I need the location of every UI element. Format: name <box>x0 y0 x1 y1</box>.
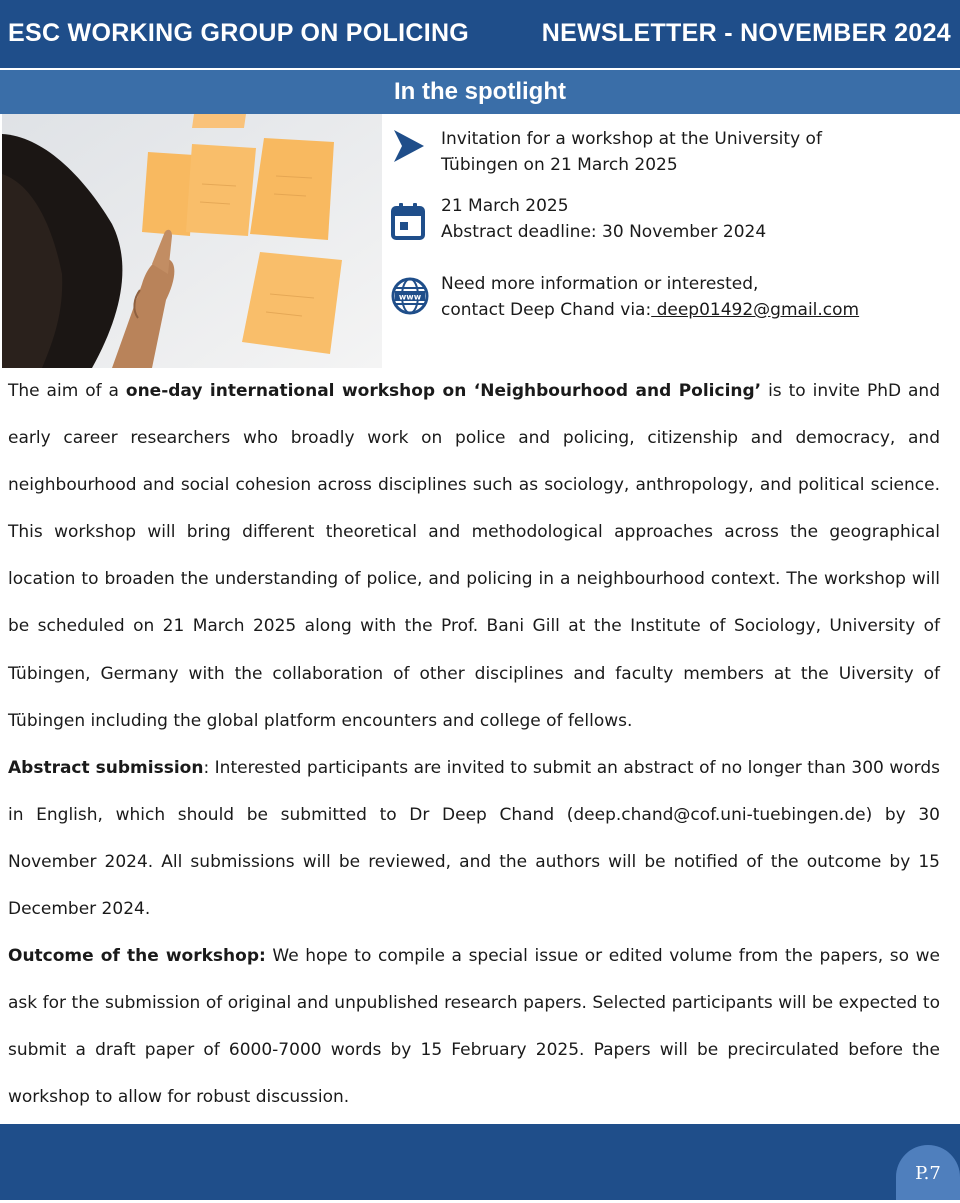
working-group-title: ESC WORKING GROUP ON POLICING <box>8 19 470 47</box>
contact-line-1: Need more information or interested, <box>441 274 759 294</box>
intro-paragraph: The aim of a one-day international workshop on ‘Neighbourhood and Policing’ is to invite PhD and early career researchers who broadly work on police and policing, citizenship and democracy, and neighbourhood and social cohesion across disciplines such as sociology, anthropology, and political science. This workshop will bring different theoretical and methodological approaches across the geographical location to broaden the understanding of police, and policing in a neighbourhood context. The workshop will be scheduled on 21 March 2025 along with the Prof. Bani Gill at the Institute of Sociology, University of Tübingen, Germany with the collaboration of other disciplines and faculty members at the Uiversity of Tübingen including the global platform encounters and college of fellows. <box>8 381 940 731</box>
svg-text:www: www <box>398 292 422 302</box>
play-arrow-icon <box>390 128 426 164</box>
invitation-line-2: Tübingen on 21 March 2025 <box>441 155 678 175</box>
contact-email-link[interactable]: deep01492@gmail.com <box>651 300 860 320</box>
outcome-label: Outcome of the workshop: <box>8 946 266 967</box>
calendar-icon <box>390 202 426 240</box>
sticky-notes-photo <box>2 114 382 368</box>
www-globe-icon <box>390 276 430 316</box>
abstract-submission-label: Abstract submission <box>8 757 204 778</box>
workshop-title-bold: one-day international workshop on ‘Neighbourhood and Policing’ <box>125 381 762 401</box>
contact-prefix: contact Deep Chand via: <box>441 300 652 320</box>
article-body <box>8 368 940 1122</box>
abstract-deadline: Abstract deadline: 30 November 2024 <box>441 222 767 242</box>
section-title: In the spotlight <box>0 70 960 114</box>
invitation-line-1: Invitation for a workshop at the University of <box>441 129 822 149</box>
abstract-paragraph: Abstract submission: Interested participants are invited to submit an abstract of no longer than 300 words in English, which should be submitted to Dr Deep Chand (deep.chand@cof.uni-tuebingen.de) by 30 November 2024. All submissions will be reviewed, and the authors will be notified of the outcome by 15 December 2024. <box>8 757 941 920</box>
footer-band <box>0 1124 960 1200</box>
newsletter-header <box>0 0 960 68</box>
page-number: P.7 <box>896 1145 960 1200</box>
newsletter-date-title: NEWSLETTER - NOVEMBER 2024 <box>541 19 951 47</box>
outcome-paragraph: Outcome of the workshop: We hope to compile a special issue or edited volume from the papers, so we ask for the submission of original and unpublished research papers. Selected participants will be expected to submit a draft paper of 6000-7000 words by 15 February 2025. Papers will be precirculated before the workshop to allow for robust discussion. <box>8 946 940 1108</box>
event-date: 21 March 2025 <box>441 196 569 216</box>
